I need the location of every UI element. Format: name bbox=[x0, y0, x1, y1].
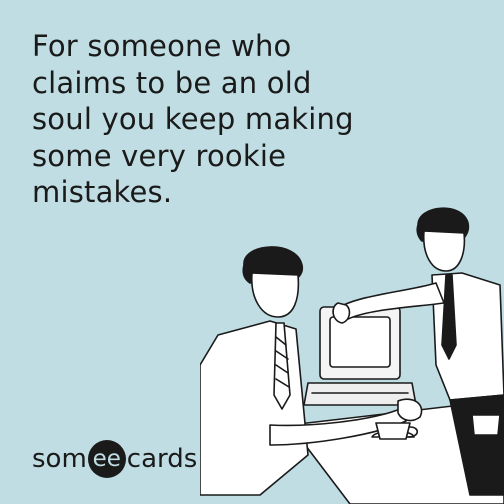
logo-prefix: som bbox=[32, 444, 87, 474]
caption-line: claims to be an old bbox=[32, 65, 312, 100]
caption-line: soul you keep making bbox=[32, 102, 354, 136]
caption-line: some very rookie bbox=[32, 138, 287, 173]
logo-suffix: cards bbox=[126, 444, 198, 474]
caption-line: mistakes. bbox=[32, 175, 173, 209]
two-men-with-computer-illustration bbox=[200, 195, 504, 504]
someecards-logo bbox=[32, 439, 197, 479]
logo-ee-badge: ee bbox=[88, 440, 126, 478]
card-caption bbox=[32, 28, 392, 211]
caption-line: For someone who bbox=[32, 29, 292, 63]
